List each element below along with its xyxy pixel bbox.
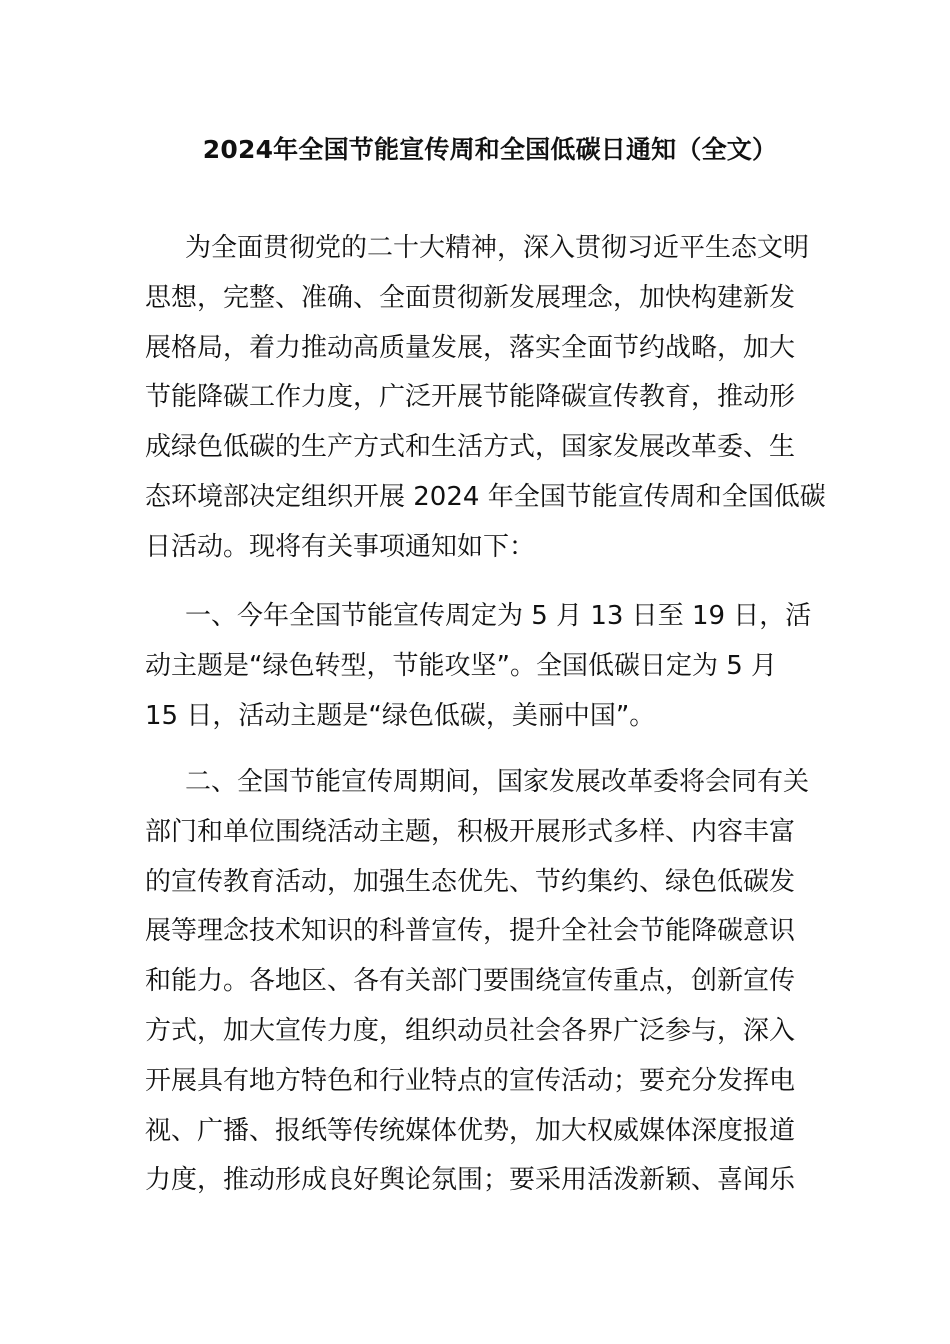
text-line: 力度，推动形成良好舆论氛围；要采用活泼新颖、喜闻乐 — [145, 1165, 796, 1196]
text-line: 15 日，活动主题是“绿色低碳，美丽中国”。 — [145, 700, 656, 731]
text-line: 日活动。现将有关事项通知如下： — [145, 531, 536, 562]
text-line: 动主题是“绿色转型，节能攻坚”。全国低碳日定为 5 月 — [145, 650, 778, 681]
document-title: 2024年全国节能宣传周和全国低碳日通知（全文） — [202, 135, 778, 164]
paragraph-item-one — [145, 592, 845, 741]
text-line: 方式，加大宣传力度，组织动员社会各界广泛参与，深入 — [145, 1015, 796, 1046]
text-line: 一、今年全国节能宣传周定为 5 月 13 日至 19 日，活 — [185, 601, 812, 631]
text-line: 成绿色低碳的生产方式和生活方式，国家发展改革委、生 — [145, 432, 796, 463]
text-line: 部门和单位围绕活动主题，积极开展形式多样、内容丰富 — [145, 816, 796, 847]
text-line: 开展具有地方特色和行业特点的宣传活动；要充分发挥电 — [145, 1065, 796, 1096]
text-line: 二、全国节能宣传周期间，国家发展改革委将会同有关 — [185, 767, 810, 797]
text-line: 展等理念技术知识的科普宣传，提升全社会节能降碳意识 — [145, 916, 796, 947]
text-line: 节能降碳工作力度，广泛开展节能降碳宣传教育，推动形 — [145, 382, 796, 413]
text-line: 态环境部决定组织开展 2024 年全国节能宣传周和全国低碳 — [145, 481, 826, 512]
text-line: 的宣传教育活动，加强生态优先、节约集约、绿色低碳发 — [145, 866, 796, 897]
text-line: 思想，完整、准确、全面贯彻新发展理念，加快构建新发 — [145, 282, 796, 313]
paragraph-intro — [145, 224, 845, 573]
text-line: 展格局，着力推动高质量发展，落实全面节约战略，加大 — [145, 332, 796, 363]
text-line: 为全面贯彻党的二十大精神，深入贯彻习近平生态文明 — [185, 233, 810, 263]
paragraph-item-two — [145, 758, 845, 1206]
text-line: 和能力。各地区、各有关部门要围绕宣传重点，创新宣传 — [145, 966, 796, 997]
text-line: 视、广播、报纸等传统媒体优势，加大权威媒体深度报道 — [145, 1115, 796, 1146]
